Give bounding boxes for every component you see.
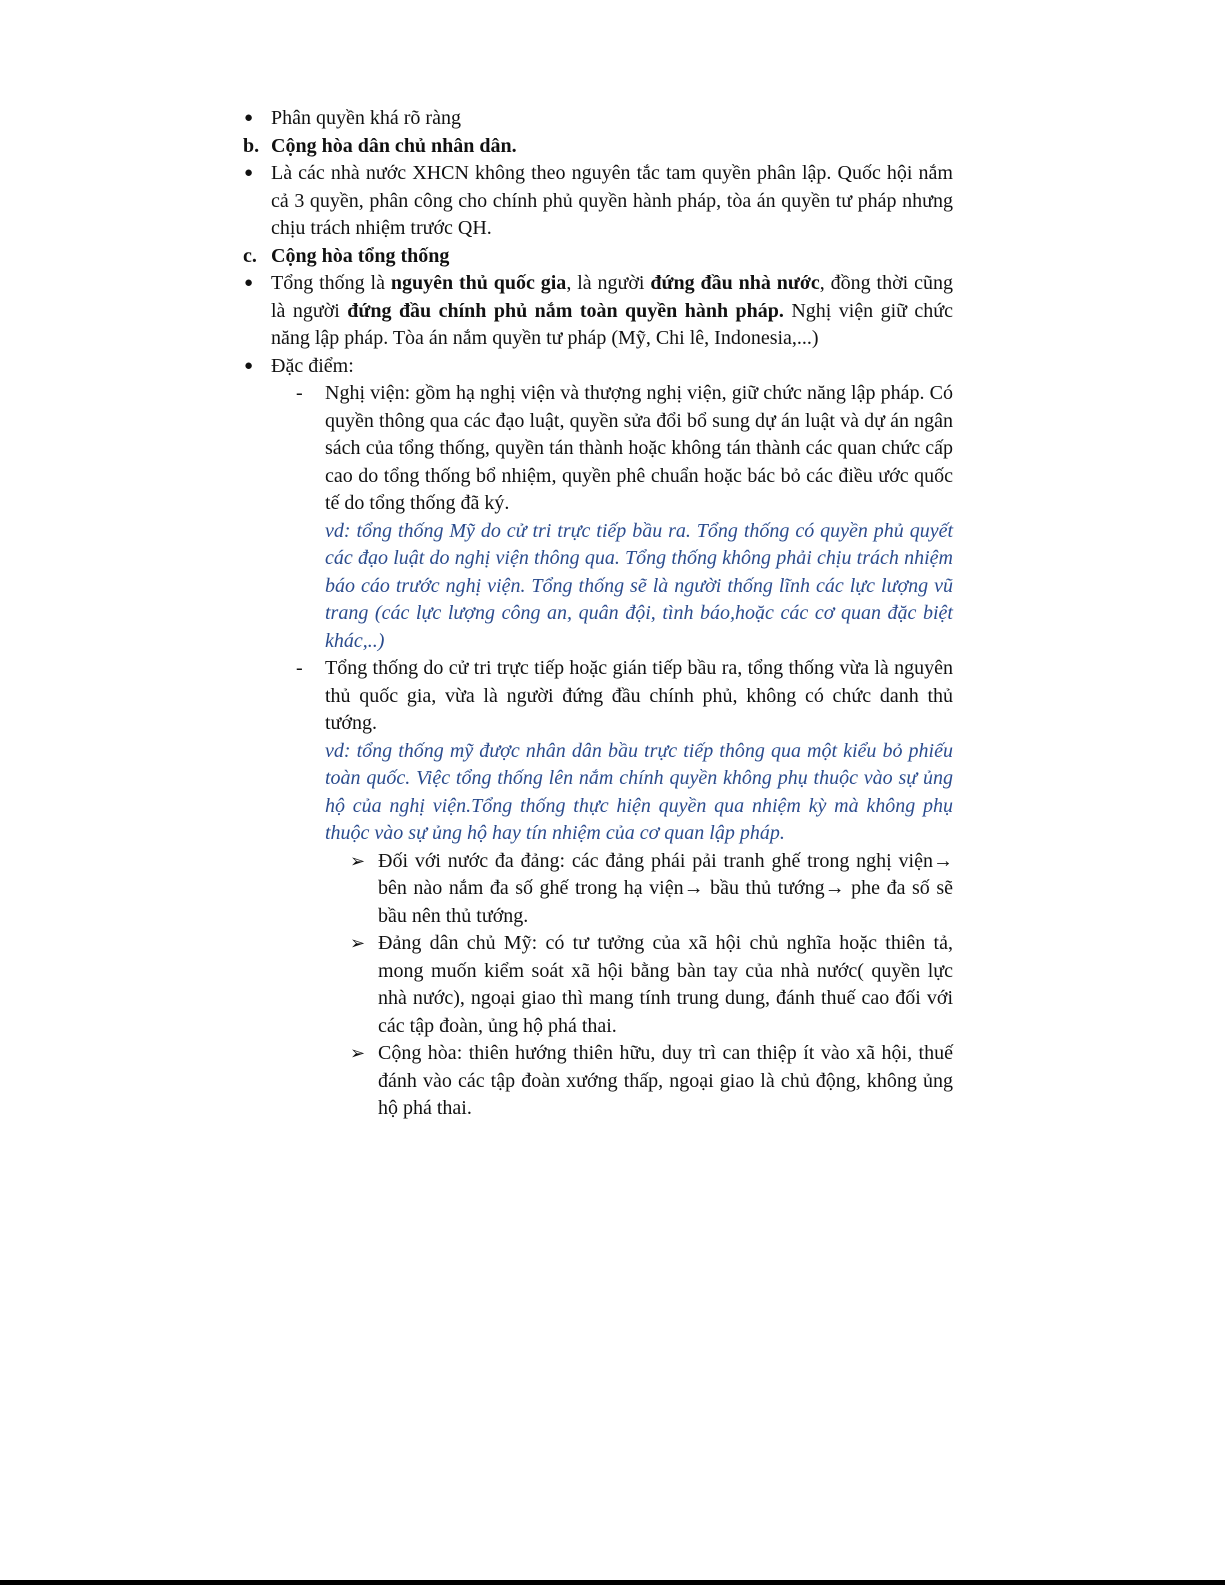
bullet-item — [243, 105, 953, 133]
bullet-text: Đặc điểm: — [271, 354, 354, 377]
dash-marker: - — [296, 382, 303, 404]
dash-text: Nghị viện: gồm hạ nghị viện và thượng nghị viện, giữ chức năng lập pháp. Có quyền thông qua các đạo luật, quyền sửa đổi bổ sung dự án luật và dự án ngân sách của tổng thống, quyền tán thành hoặc không tán thành các quan chức cấp cao do tổng thống bổ nhiệm, quyền phê chuẩn hoặc bác bỏ các điều ước quốc tế do tổng thống đã ký. — [325, 382, 953, 514]
arrow-bullet-icon: ➢ — [350, 1043, 366, 1063]
example-note: vd: tổng thống mỹ được nhân dân bầu trực tiếp thông qua một kiểu bỏ phiếu toàn quốc. Việc tổng thống lên nắm chính quyền không phụ thuộc vào sự ủng hộ của nghị viện.Tổng thống thực hiện quyền qua nhiệm kỳ mà không phụ thuộc vào sự ủng hộ hay tín nhiệm của cơ quan lập pháp. — [325, 739, 953, 844]
bullet-text: Là các nhà nước XHCN không theo nguyên tắc tam quyền phân lập. Quốc hội nắm cả 3 quyền, phân công cho chính phủ quyền hành pháp, tòa án quyền tư pháp nhưng chịu trách nhiệm trước QH. — [271, 162, 953, 239]
bullet-item — [243, 270, 953, 353]
dash-item — [243, 655, 953, 738]
bullet-text-part: , đồng thời cũng là người — [271, 272, 953, 322]
bullet-icon: ● — [244, 165, 254, 181]
bold-term: đứng đầu chính phủ nắm toàn quyền hành pháp. — [347, 299, 784, 322]
bullet-text-part: , là người — [566, 272, 651, 294]
dash-item — [243, 380, 953, 518]
dash-marker: - — [296, 657, 303, 679]
arrow-text: Cộng hòa: thiên hướng thiên hữu, duy trì can thiệp ít vào xã hội, thuế đánh vào các tập đoàn xướng thấp, ngoại giao là chủ động, không ủng hộ phá thai. — [378, 1042, 953, 1119]
bullet-text-part: Nghị viện giữ chức năng lập pháp. Tòa án nắm quyền tư pháp (Mỹ, Chi lê, Indonesia,...) — [271, 299, 954, 349]
bullet-text-part: Tổng thống là — [271, 272, 391, 294]
bullet-item — [243, 353, 953, 381]
bullet-icon: ● — [244, 357, 254, 374]
dash-text: Tổng thống do cử tri trực tiếp hoặc gián tiếp bầu ra, tổng thống vừa là nguyên thủ quốc gia, vừa là người đứng đầu chính phủ, không có chức danh thủ tướng. — [325, 657, 953, 734]
arrow-item — [243, 848, 953, 931]
section-heading-b — [243, 133, 953, 161]
section-heading-c — [243, 243, 953, 271]
arrow-item — [243, 930, 953, 1040]
arrow-text: Đảng dân chủ Mỹ: có tư tưởng của xã hội chủ nghĩa hoặc thiên tả, mong muốn kiểm soát xã hội bằng bàn tay của nhà nước( quyền lực nhà nước), ngoại giao thì mang tính trung dung, đánh thuế cao đối với các tập đoàn, ủng hộ phá thai. — [378, 932, 953, 1037]
section-label: c. — [243, 244, 257, 267]
arrow-text: Đối với nước đa đảng: các đảng phái pải tranh ghế trong nghị viện→ bên nào nắm đa số ghế trong hạ viện→ bầu thủ tướng→ phe đa số sẽ bầu nên thủ tướng. — [378, 849, 953, 927]
arrow-item — [243, 1040, 953, 1123]
bullet-item — [243, 160, 953, 243]
example-note: vd: tổng thống Mỹ do cử tri trực tiếp bầu ra. Tổng thống có quyền phủ quyết các đạo luật do nghị viện thông qua. Tổng thống không phải chịu trách nhiệm báo cáo trước nghị viện. Tổng thống sẽ là người thống lĩnh các lực lượng vũ trang (các lực lượng công an, quân đội, tình báo,hoặc các cơ quan đặc biệt khác,..) — [325, 519, 953, 652]
bullet-icon: ● — [244, 275, 254, 291]
bullet-icon: ● — [244, 110, 254, 126]
arrow-bullet-icon: ➢ — [350, 933, 366, 953]
document-body — [243, 105, 953, 1123]
bold-term: nguyên thủ quốc gia — [390, 272, 567, 294]
section-title: Cộng hòa tổng thống — [271, 244, 450, 267]
section-title: Cộng hòa dân chủ nhân dân. — [271, 134, 517, 157]
section-label: b. — [243, 134, 260, 157]
arrow-bullet-icon: ➢ — [350, 850, 366, 871]
bullet-text: Phân quyền khá rõ ràng — [271, 107, 461, 129]
page-bottom-divider — [0, 1580, 1225, 1585]
bold-term: đứng đầu nhà nước — [650, 272, 820, 294]
